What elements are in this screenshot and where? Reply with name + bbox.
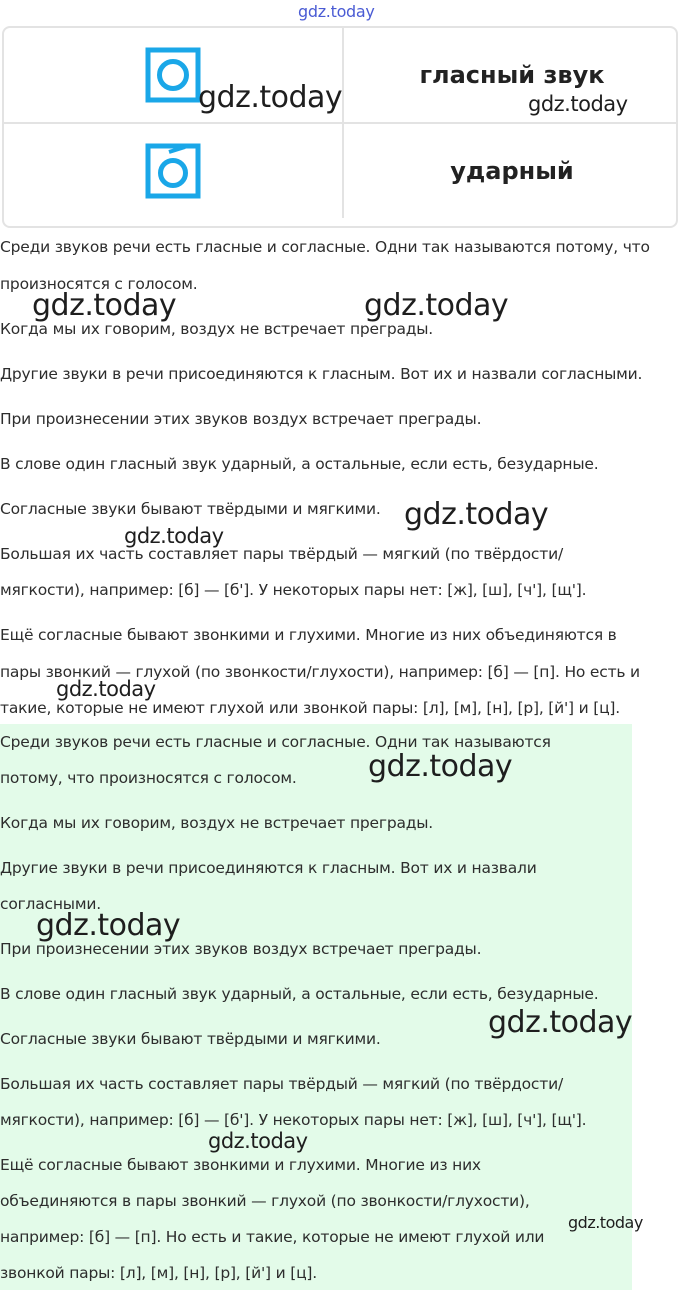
watermark: gdz.today — [568, 1213, 643, 1232]
text-line: согласными. — [0, 895, 101, 913]
text-line: В слове один гласный звук ударный, а остальные, если есть, безударные. — [0, 455, 599, 473]
watermark: gdz.today — [364, 288, 509, 323]
watermark: gdz.today — [528, 92, 628, 116]
text-line: например: [б] — [п]. Но есть и такие, которые не имеют глухой или — [0, 1228, 545, 1246]
text-line: потому, что произносятся с голосом. — [0, 769, 297, 787]
site-watermark-top: gdz.today — [298, 2, 375, 21]
watermark: gdz.today — [368, 749, 513, 784]
watermark: gdz.today — [124, 524, 224, 548]
text-line: Среди звуков речи есть гласные и согласные. Одни так называются — [0, 733, 551, 751]
text-line: Другие звуки в речи присоединяются к гласным. Вот их и назвали — [0, 859, 537, 877]
text-line: При произнесении этих звуков воздух встречает преграды. — [0, 940, 482, 958]
legend-table — [2, 26, 678, 228]
text-line: Другие звуки в речи присоединяются к гласным. Вот их и назвали согласными. — [0, 365, 643, 383]
term-stressed: ударный — [450, 157, 574, 185]
text-line: Согласные звуки бывают твёрдыми и мягкими. — [0, 1030, 381, 1048]
text-line: объединяются в пары звонкий — глухой (по звонкости/глухости), — [0, 1192, 530, 1210]
text-line: Большая их часть составляет пары твёрдый — мягкий (по твёрдости/ — [0, 545, 563, 563]
legend-cell-term — [342, 122, 678, 218]
text-line: Ещё согласные бывают звонкими и глухими. Многие из них объединяются в — [0, 626, 617, 644]
watermark: gdz.today — [32, 288, 177, 323]
text-line: В слове один гласный звук ударный, а остальные, если есть, безударные. — [0, 985, 599, 1003]
text-line: Когда мы их говорим, воздух не встречает преграды. — [0, 320, 434, 338]
text-line: При произнесении этих звуков воздух встречает преграды. — [0, 410, 482, 428]
text-line: мягкости), например: [б] — [б']. У некоторых пары нет: [ж], [ш], [ч'], [щ']. — [0, 1111, 587, 1129]
term-vowel: гласный звук — [419, 61, 605, 89]
text-line: такие, которые не имеют глухой или звонкой пары: [л], [м], [н], [р], [й'] и [ц]. — [0, 699, 621, 717]
text-line: Среди звуков речи есть гласные и согласные. Одни так называются потому, что — [0, 238, 650, 256]
text-line: звонкой пары: [л], [м], [н], [р], [й'] и [ц]. — [0, 1264, 317, 1282]
watermark: gdz.today — [208, 1129, 308, 1153]
text-line: Согласные звуки бывают твёрдыми и мягкими. — [0, 500, 381, 518]
watermark: gdz.today — [56, 677, 156, 701]
watermark: gdz.today — [36, 908, 181, 943]
vowel-square-icon — [145, 47, 201, 103]
watermark: gdz.today — [404, 497, 549, 532]
legend-cell-icon — [4, 122, 342, 218]
stressed-vowel-square-icon — [145, 143, 201, 199]
text-line: Большая их часть составляет пары твёрдый — мягкий (по твёрдости/ — [0, 1075, 563, 1093]
text-line: пары звонкий — глухой (по звонкости/глухости), например: [б] — [п]. Но есть и — [0, 663, 640, 681]
watermark: gdz.today — [488, 1005, 633, 1040]
text-line: Ещё согласные бывают звонкими и глухими. Многие из них — [0, 1156, 481, 1174]
text-line: Когда мы их говорим, воздух не встречает преграды. — [0, 814, 434, 832]
watermark: gdz.today — [198, 80, 343, 115]
text-line: мягкости), например: [б] — [б']. У некоторых пары нет: [ж], [ш], [ч'], [щ']. — [0, 581, 587, 599]
text-line: произносятся с голосом. — [0, 275, 198, 293]
